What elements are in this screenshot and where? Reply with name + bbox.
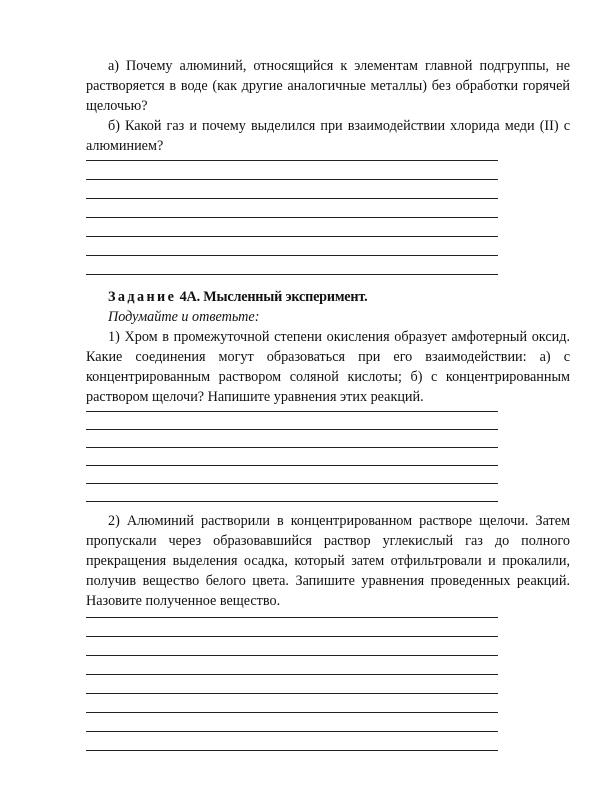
task-instruction: Подумайте и ответьте:	[108, 309, 260, 325]
answer-line[interactable]	[86, 501, 498, 502]
answer-line[interactable]	[86, 255, 498, 256]
answer-line[interactable]	[86, 655, 498, 656]
question-a: а) Почему алюминий, относящийся к элементам главной подгруппы, не растворяется в воде (как другие аналогичные металлы) без обработки горячей щелочью?	[86, 58, 570, 114]
answer-line[interactable]	[86, 465, 498, 466]
answer-line[interactable]	[86, 636, 498, 637]
answer-line[interactable]	[86, 750, 498, 751]
task-heading-title: 4А. Мысленный эксперимент.	[176, 289, 368, 305]
answer-line[interactable]	[86, 731, 498, 732]
task-1-text: 1) Хром в промежуточной степени окисления образует амфотерный оксид. Какие соединения могут образоваться при его взаимодействии: а) с концентрированным раствором соляной кислоты; б) с концентрированным раствором щелочи? Напишите уравнения этих реакций.	[86, 329, 570, 405]
task-heading	[86, 287, 570, 307]
answer-line[interactable]	[86, 160, 498, 161]
answer-line[interactable]	[86, 411, 498, 412]
answer-line[interactable]	[86, 693, 498, 694]
answer-line[interactable]	[86, 179, 498, 180]
answer-line[interactable]	[86, 217, 498, 218]
task-block	[86, 287, 570, 407]
answer-line[interactable]	[86, 483, 498, 484]
questions-block	[86, 56, 570, 156]
answer-line[interactable]	[86, 617, 498, 618]
task-2-block	[86, 511, 570, 611]
answer-line[interactable]	[86, 447, 498, 448]
answer-line[interactable]	[86, 274, 498, 275]
answer-line[interactable]	[86, 198, 498, 199]
answer-line[interactable]	[86, 712, 498, 713]
task-heading-label: Задание	[108, 289, 177, 305]
answer-line[interactable]	[86, 674, 498, 675]
answer-line[interactable]	[86, 236, 498, 237]
question-b: б) Какой газ и почему выделился при взаимодействии хлорида меди (II) с алюминием?	[86, 118, 570, 154]
answer-line[interactable]	[86, 429, 498, 430]
task-2-text: 2) Алюминий растворили в концентрированном растворе щелочи. Затем пропускали через образовавшийся раствор углекислый газ до полного прекращения выделения осадка, который затем отфильтровали и прокалили, получив вещество белого цвета. Запишите уравнения проведенных реакций. Назовите полученное вещество.	[86, 513, 570, 609]
